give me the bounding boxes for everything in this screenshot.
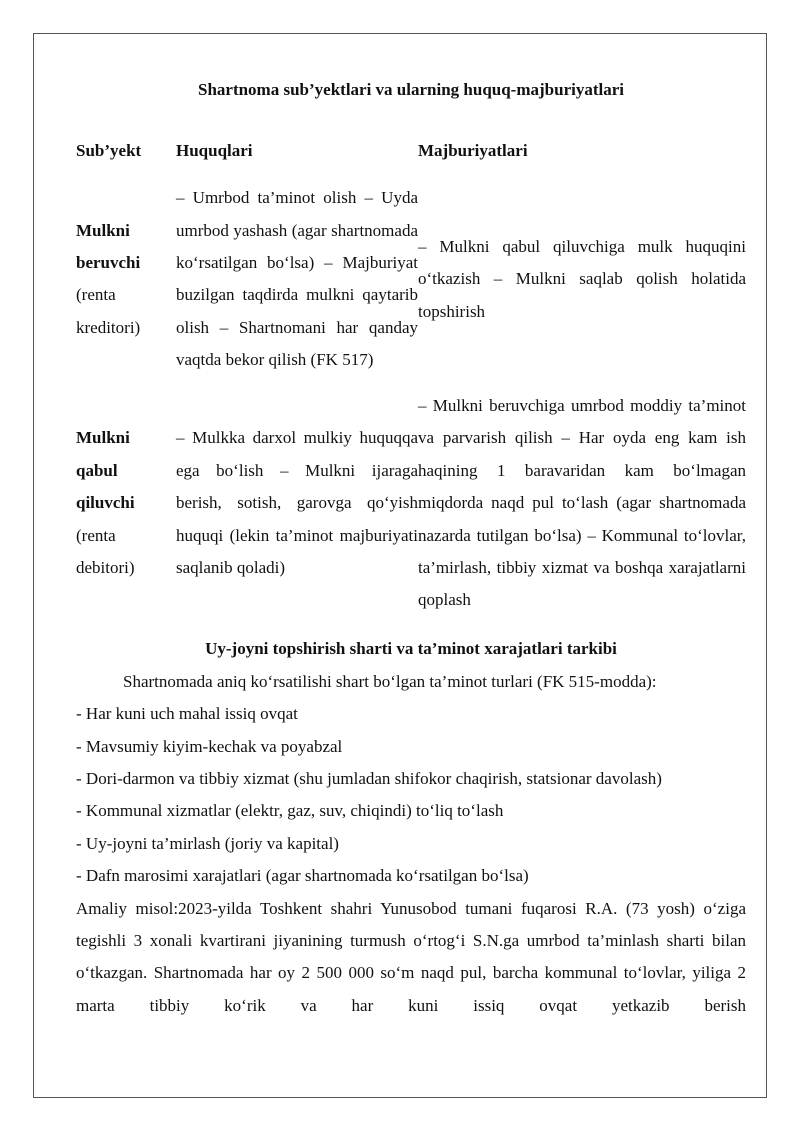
duties-text: – Mulkni beruvchiga umrbod moddiy ta’minot va parvarish qilish – Har oyda eng kam ish haqining 1 baravaridan kam bo‘lmagan miqdorda naqd pul to‘lash (agar shartnomada nazarda tutilgan bo‘lsa) – Kommunal to‘lovlar, ta’mirlash, tibbiy xizmat va boshqa xarajatlarni qoplash bbox=[418, 395, 746, 610]
rights-text: – Mulkka darxol mulkiy huquqqa ega bo‘lish – Mulkni ijaraga berish, sotish, garovga qo‘yish huquqi (lekin ta’minot majburiyati saqlanib qoladi) bbox=[176, 428, 418, 578]
header-rights: Huquqlari bbox=[176, 141, 253, 161]
subject-name: qiluvchi bbox=[76, 493, 135, 513]
rights-text: – Umrbod ta’minot olish – Uyda umrbod yashash (agar shartnomada ko‘rsatilgan bo‘lsa) – Majburiyat buzilgan taqdirda mulkni qaytarib olish – Shartnomani har qanday vaqtda bekor qilish (FK 517) bbox=[176, 188, 418, 370]
duties-text: – Mulkni qabul qiluvchiga mulk huquqini o‘tkazish – Mulkni saqlab qolish holatida topshirish bbox=[418, 236, 746, 321]
subject-name: Mulkni bbox=[76, 220, 130, 240]
subject-role: (renta bbox=[76, 525, 116, 545]
document-body bbox=[76, 72, 746, 1022]
section-intro: Shartnomada aniq ko‘rsatilishi shart bo‘lgan ta’minot turlari (FK 515-modda): bbox=[123, 671, 657, 691]
list-item: - Kommunal xizmatlar (elektr, gaz, suv, chiqindi) to‘liq to‘lash bbox=[76, 801, 504, 821]
section-title: Uy-joyni topshirish sharti va ta’minot xarajatlari tarkibi bbox=[205, 639, 617, 659]
table-row bbox=[76, 167, 746, 391]
example-paragraph: Amaliy misol:2023-yilda Toshkent shahri Yunusobod tumani fuqarosi R.A. (73 yosh) o‘ziga tegishli 3 xonali kvartirani jiyanining turmush o‘rtog‘i S.N.ga umrbod ta’minlash sharti bilan o‘tkazgan. Shartnomada har oy 2 500 000 so‘m naqd pul, barcha kommunal to‘lovlar, yiliga 2 marta tibbiy ko‘rik va har kuni issiq ovqat yetkazib berish bbox=[76, 898, 746, 1015]
rights-cell bbox=[176, 391, 418, 615]
subject-name: beruvchi bbox=[76, 253, 141, 272]
list-item: - Dafn marosimi xarajatlari (agar shartnomada ko‘rsatilgan bo‘lsa) bbox=[76, 866, 529, 886]
table-header-row bbox=[76, 135, 746, 167]
table-title: Shartnoma sub’yektlari va ularning huquq-majburiyatlari bbox=[197, 80, 624, 99]
list-item: - Uy-joyni ta’mirlash (joriy va kapital) bbox=[76, 833, 339, 853]
duties-cell bbox=[418, 167, 746, 391]
subject-name: Mulkni bbox=[76, 428, 130, 448]
subject-role: kreditori) bbox=[76, 317, 141, 337]
list-item: - Har kuni uch mahal issiq ovqat bbox=[76, 704, 298, 724]
header-subject: Sub’yekt bbox=[76, 141, 142, 161]
list-item: - Mavsumiy kiyim-kechak va poyabzal bbox=[76, 736, 343, 756]
subject-role: (renta bbox=[76, 285, 116, 305]
duties-cell bbox=[418, 391, 746, 615]
subject-role: debitori) bbox=[76, 558, 135, 578]
rights-cell bbox=[176, 167, 418, 391]
list-item: - Dori-darmon va tibbiy xizmat (shu jumladan shifokor chaqirish, statsionar davolash) bbox=[76, 769, 662, 789]
subject-name: qabul bbox=[76, 460, 118, 480]
subject-cell bbox=[76, 167, 176, 391]
table-row bbox=[76, 391, 746, 615]
subjects-table bbox=[76, 135, 746, 615]
header-duties: Majburiyatlari bbox=[418, 141, 528, 161]
subject-cell bbox=[76, 391, 176, 615]
provision-section bbox=[76, 633, 746, 1022]
